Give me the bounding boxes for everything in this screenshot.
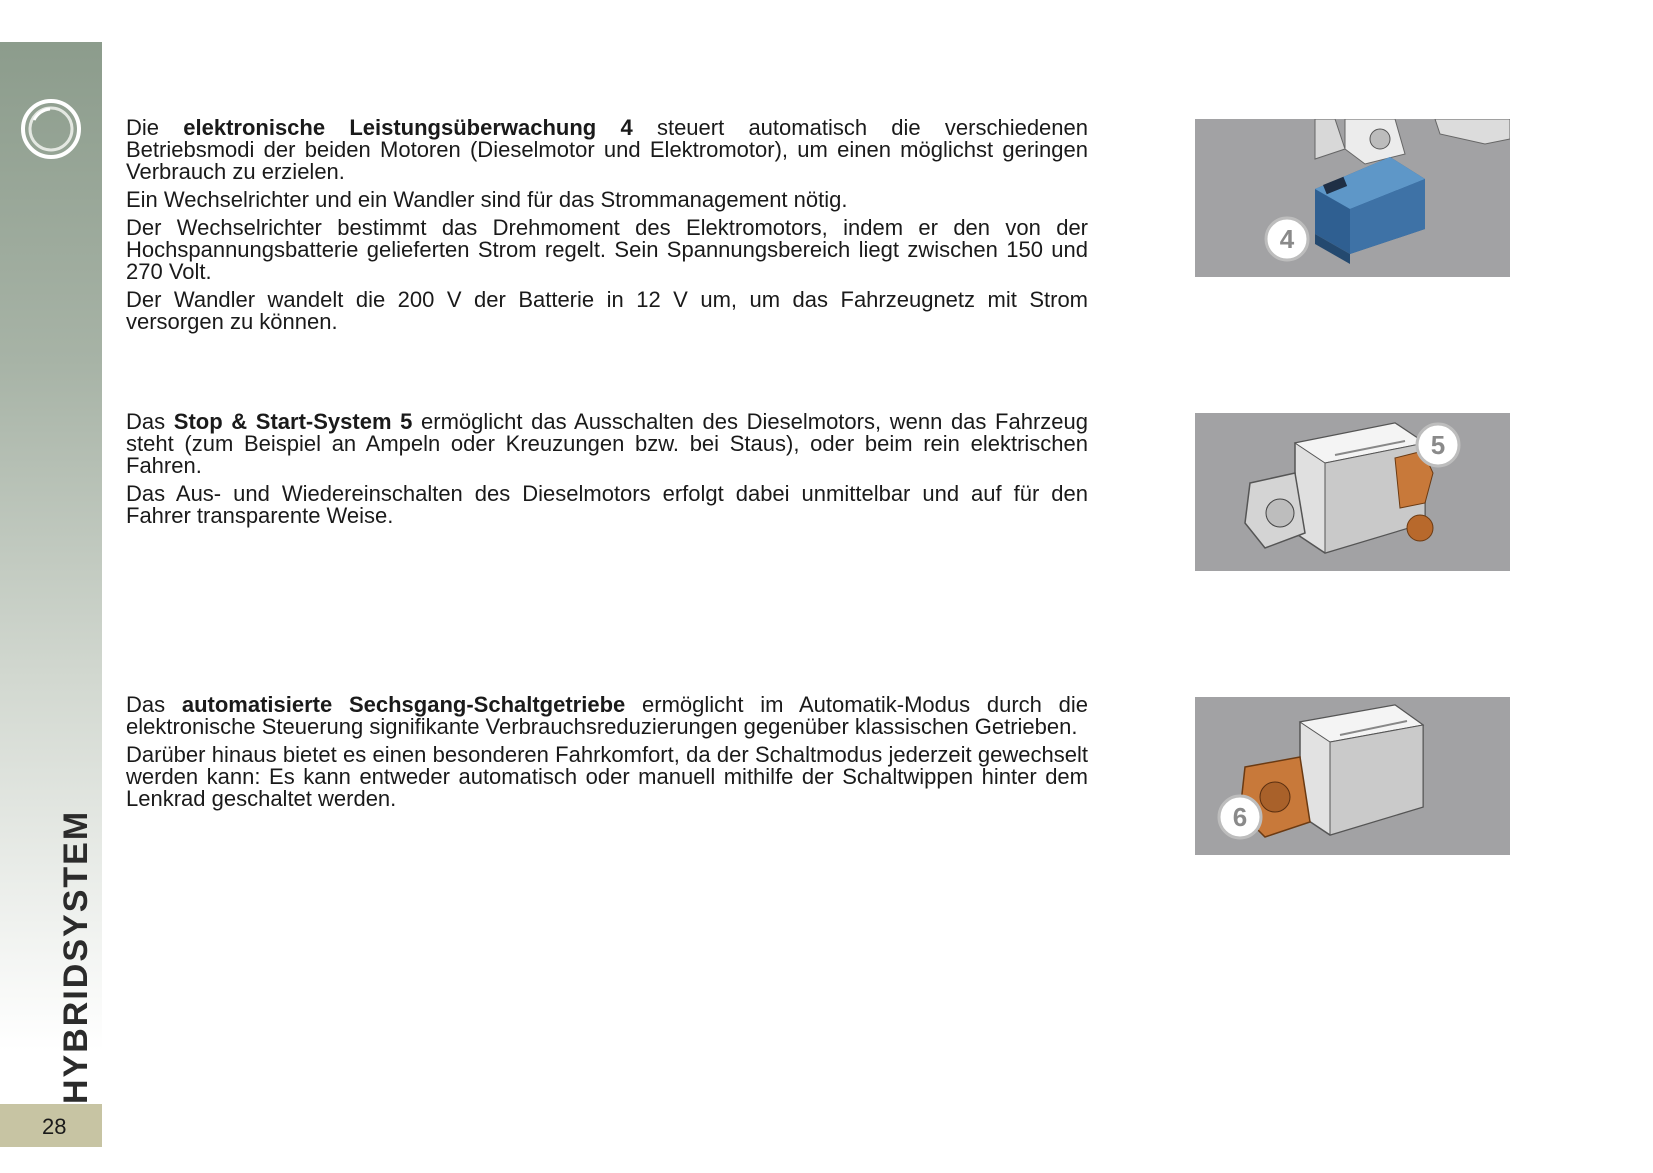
- svg-text:6: 6: [1232, 802, 1248, 832]
- paragraph: Der Wandler wandelt die 200 V der Batterie in 12 V um, um das Fahrzeugnetz mit Strom versorgen zu können.: [126, 287, 1088, 334]
- paragraph: Das Stop & Start-System 5 ermöglicht das Ausschalten des Dieselmotors, wenn das Fahrzeug steht (zum Beispiel an Ampeln oder Kreuzungen bzw. bei Staus), oder beim rein elektrischen Fahren.: [126, 409, 1088, 478]
- sidebar: [0, 42, 102, 1104]
- page-number: 28: [42, 1114, 67, 1139]
- paragraph: Der Wechselrichter bestimmt das Drehmoment des Elektromotors, indem er den von der Hochspannungsbatterie gelieferten Strom regelt. Sein Spannungsbereich liegt zwischen 150 und 270 Volt.: [126, 215, 1088, 284]
- section-1-text: [126, 117, 1088, 339]
- figure-stop-start: [1195, 413, 1510, 571]
- callout-6-icon: [1219, 796, 1261, 838]
- paragraph: Die elektronische Leistungsüberwachung 4 steuert automatisch die verschiedenen Betriebsmodi der beiden Motoren (Dieselmotor und Elektromotor), um einen möglichst geringen Verbrauch zu erzielen.: [126, 115, 1088, 184]
- svg-text:5: 5: [1430, 430, 1446, 460]
- figure-gearbox: [1195, 697, 1510, 855]
- callout-5-icon: [1417, 424, 1459, 466]
- bold-term: automatisierte Sechsgang-Schaltgetriebe: [181, 692, 626, 717]
- section-2-text: [126, 411, 1088, 533]
- section-3-text: [126, 694, 1088, 816]
- svg-text:4: 4: [1279, 224, 1295, 254]
- paragraph: Ein Wechselrichter und ein Wandler sind für das Strommanagement nötig.: [126, 187, 848, 212]
- callout-4-icon: [1266, 218, 1308, 260]
- bold-term: elektronische Leistungsüberwachung 4: [183, 115, 633, 140]
- page-number-box: [0, 1104, 102, 1147]
- figure-power-electronics: [1195, 119, 1510, 277]
- circle-badge-icon: [20, 98, 82, 160]
- bold-term: Stop & Start-System 5: [173, 409, 413, 434]
- paragraph: Das Aus- und Wiedereinschalten des Dieselmotors erfolgt dabei unmittelbar und auf für den Fahrer transparente Weise.: [126, 481, 1088, 528]
- section-label: HYBRIDSYSTEM: [57, 809, 95, 1104]
- paragraph: Darüber hinaus bietet es einen besonderen Fahrkomfort, da der Schaltmodus jederzeit gewechselt werden kann: Es kann entweder automatisch oder manuell mithilfe der Schaltwippen hinter dem Lenkrad geschaltet werden.: [126, 742, 1088, 811]
- paragraph: Das automatisierte Sechsgang-Schaltgetriebe ermöglicht im Automatik-Modus durch die elektronische Steuerung signifikante Verbrauchsreduzierungen gegenüber klassischen Getrieben.: [126, 692, 1088, 739]
